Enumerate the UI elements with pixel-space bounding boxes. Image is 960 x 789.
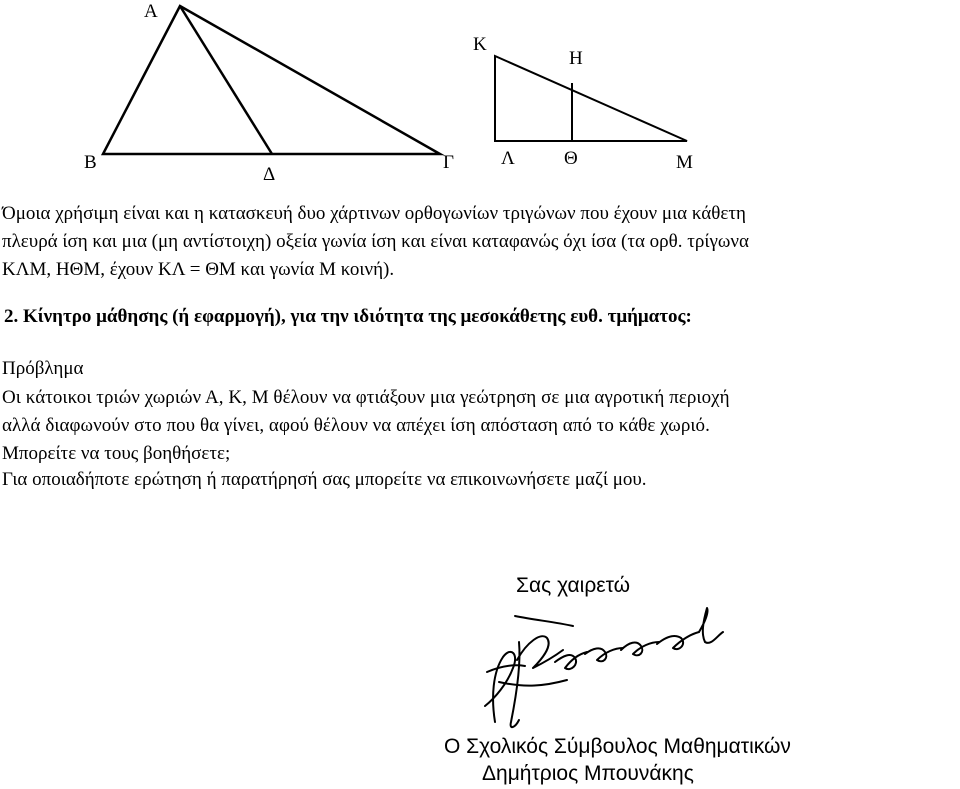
- label-theta: Θ: [564, 148, 578, 169]
- geometry-figure: [0, 0, 960, 190]
- label-lambda: Λ: [501, 148, 515, 169]
- problem-question: Μπορείτε να τους βοηθήσετε;: [2, 443, 231, 464]
- contact-note: Για οποιαδήποτε ερώτηση ή παρατήρησή σας μπορείτε να επικοινωνήσετε μαζί μου.: [2, 469, 647, 490]
- signatory-name: Δημήτριος Μπουνάκης: [482, 762, 694, 785]
- label-delta: Δ: [263, 164, 276, 185]
- triangle-klm-outline: [495, 56, 687, 141]
- problem-line: αλλά διαφωνούν στο που θα γίνει, αφού θέλουν να απέχει ίση απόσταση από το κάθε χωριό.: [2, 415, 710, 436]
- paragraph-paper-triangles: [2, 200, 957, 284]
- label-a: Α: [144, 1, 158, 22]
- label-gamma: Γ: [443, 152, 454, 173]
- label-m: Μ: [676, 152, 693, 173]
- label-b: Β: [84, 152, 97, 173]
- problem-line: Οι κάτοικοι τριών χωριών Α, Κ, Μ θέλουν να φτιάξουν μια γεώτρηση σε μια αγροτική περιοχή: [2, 387, 730, 408]
- triangle-abg-outline: [103, 6, 440, 154]
- segment-a-delta: [180, 6, 272, 154]
- handwritten-signature: [455, 602, 755, 742]
- closing-greeting: Σας χαιρετώ: [516, 574, 631, 597]
- triangle-klm: [473, 34, 693, 173]
- label-k: Κ: [473, 34, 487, 55]
- problem-statement: [2, 384, 957, 440]
- label-h: Η: [569, 48, 583, 69]
- problem-title: Πρόβλημα: [2, 358, 84, 379]
- triangle-abg: [84, 1, 454, 185]
- paragraph-line: ΚΛΜ, ΗΘΜ, έχουν ΚΛ = ΘΜ και γωνία Μ κοινή).: [2, 259, 395, 280]
- section-2-heading: 2. Κίνητρο μάθησης (ή εφαρμογή), για την ιδιότητα της μεσοκάθετης ευθ. τμήματος:: [4, 306, 692, 327]
- paragraph-line: Όμοια χρήσιμη είναι και η κατασκευή δυο χάρτινων ορθογωνίων τριγώνων που έχουν μια κάθετη: [2, 203, 746, 224]
- signatory-title: Ο Σχολικός Σύμβουλος Μαθηματικών: [444, 735, 791, 758]
- paragraph-line: πλευρά ίση και μια (μη αντίστοιχη) οξεία γωνία ίση και είναι καταφανώς όχι ίσα (τα ορθ. τρίγωνα: [2, 231, 749, 252]
